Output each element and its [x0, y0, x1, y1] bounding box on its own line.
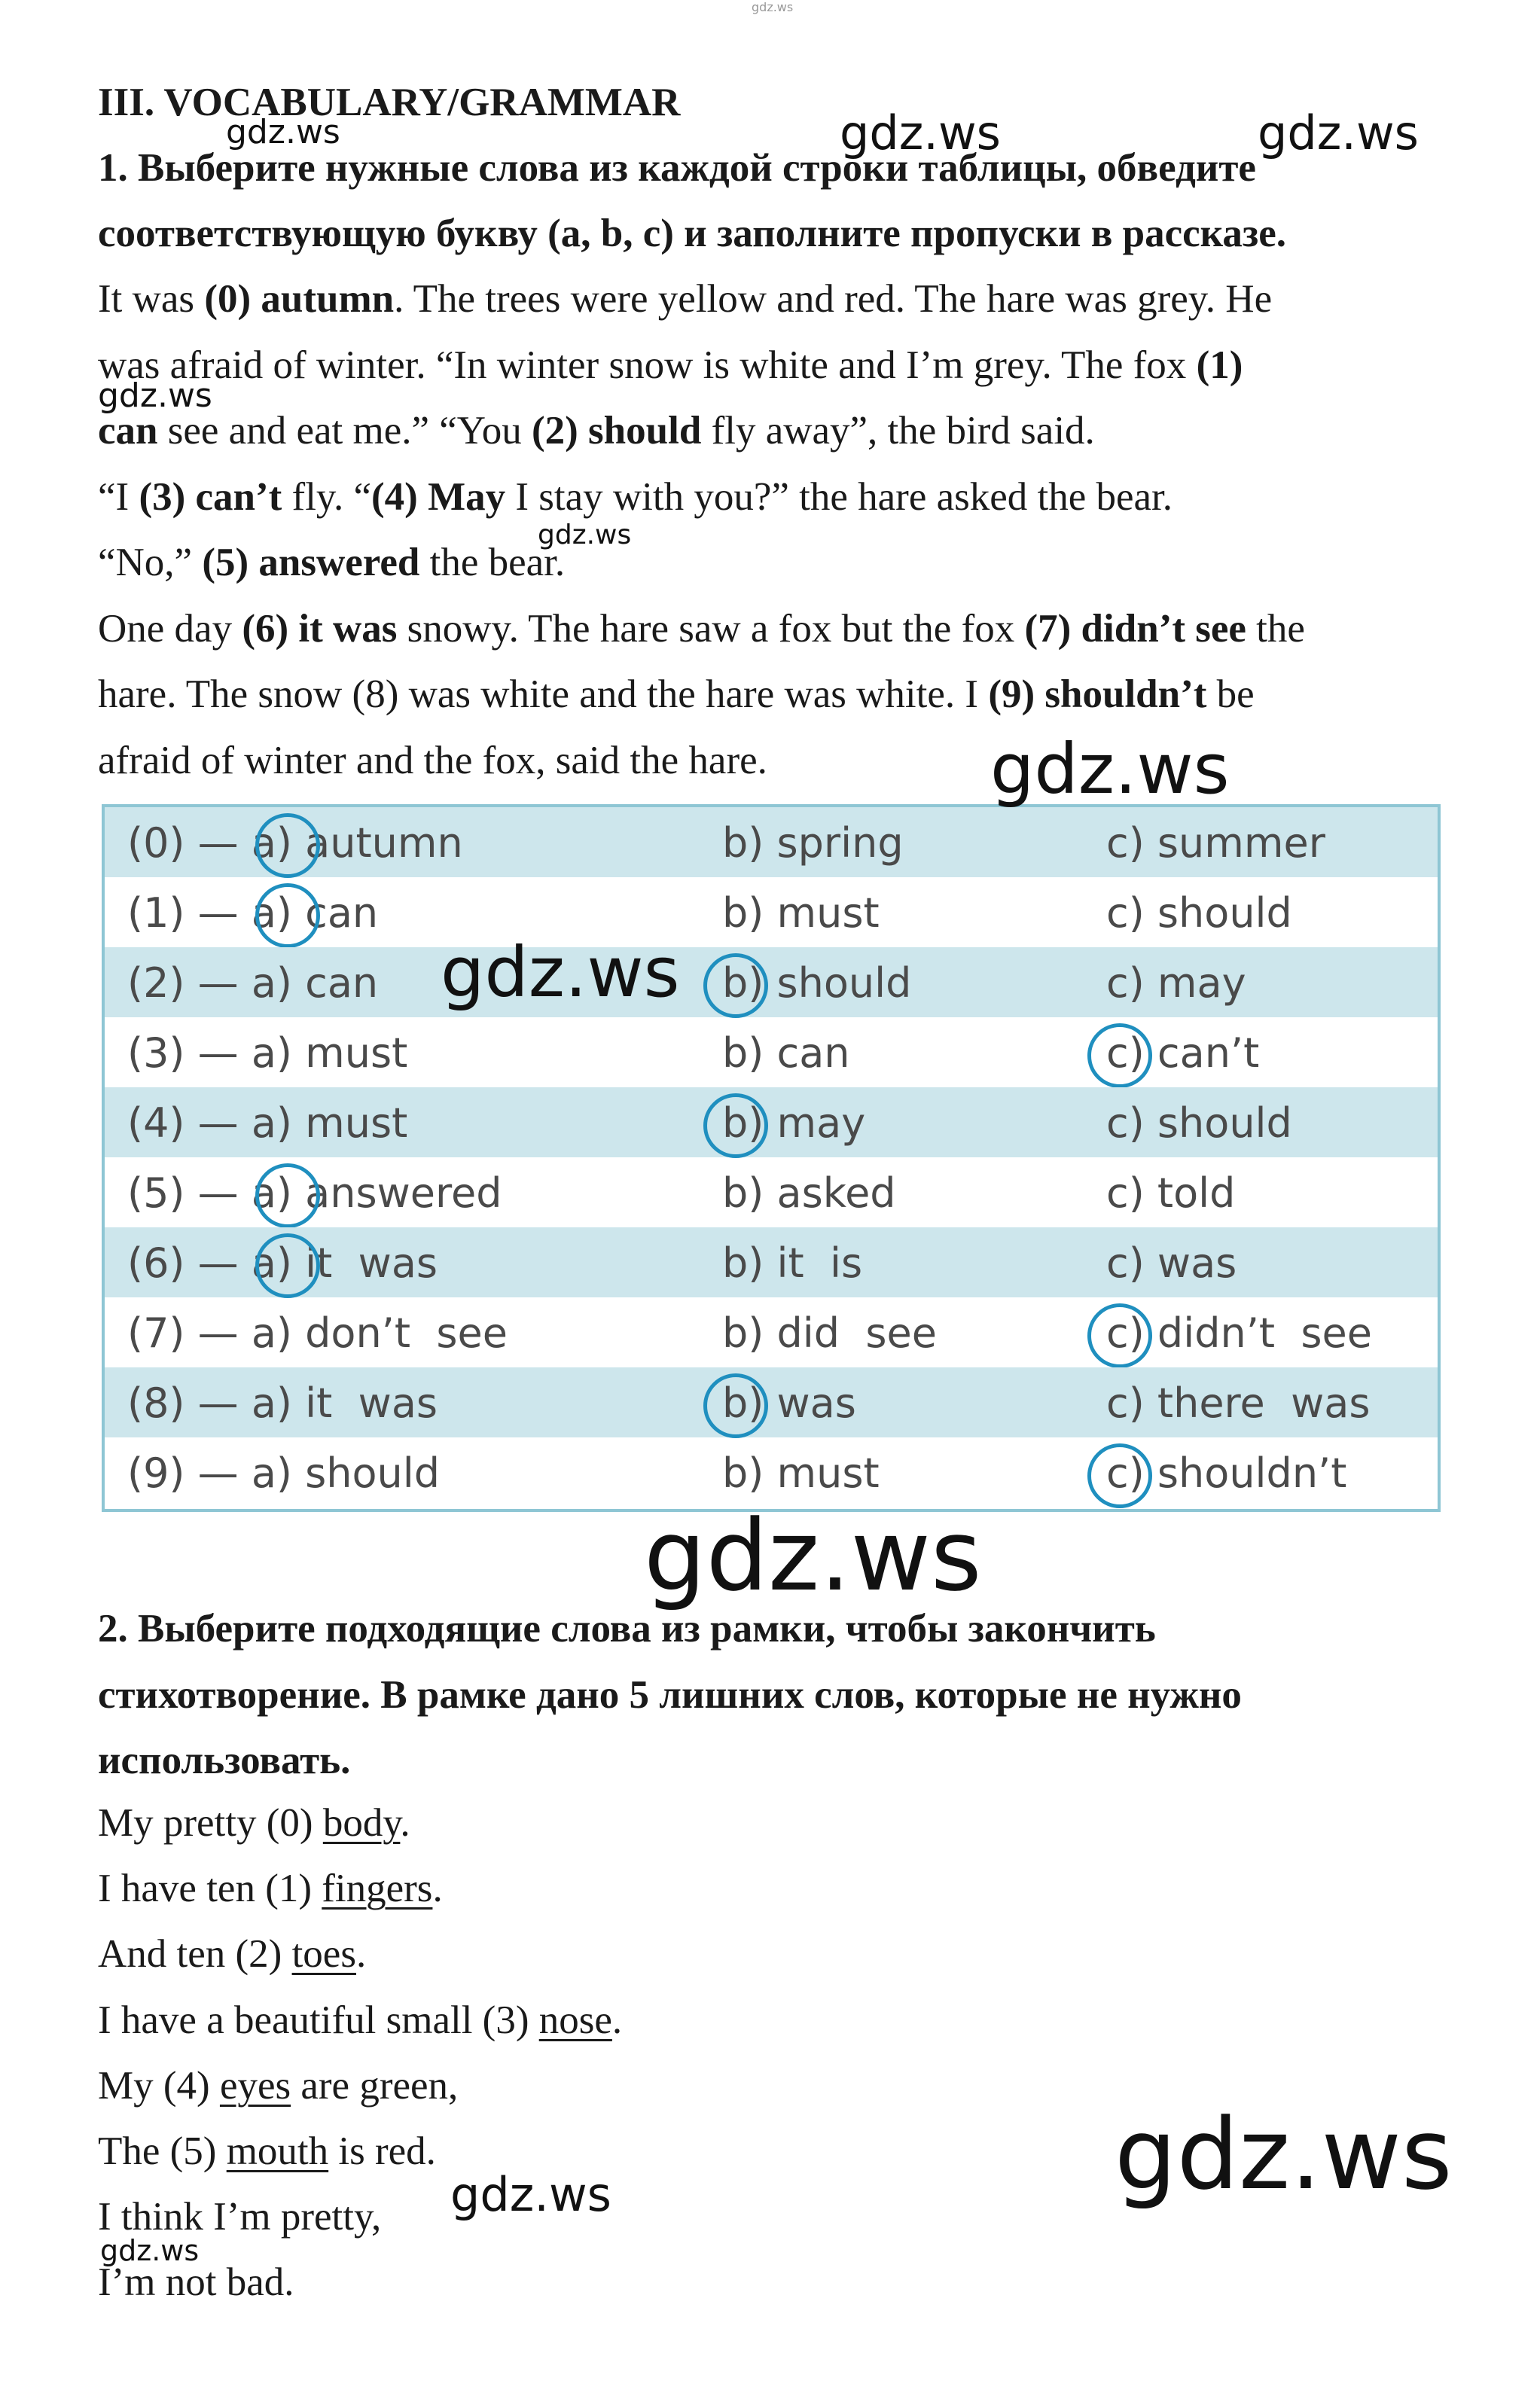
bold-answer: (1) — [1196, 343, 1243, 387]
text-segment: I have a beautiful small (3) — [98, 1998, 539, 2042]
text-segment: see and eat me.” “You — [157, 409, 532, 453]
story-line — [98, 408, 1468, 453]
text-segment: . — [432, 1867, 443, 1911]
watermark: gdz.ws — [644, 1498, 982, 1613]
option-a: (0) — a) autumn — [127, 819, 463, 867]
answer-circle — [1087, 1443, 1152, 1508]
answer-word: eyes — [219, 2063, 291, 2108]
watermark: gdz.ws — [441, 932, 680, 1013]
bold-answer: (7) didn’t see — [1024, 606, 1246, 651]
option-a: (4) — a) must — [127, 1099, 408, 1147]
task1-heading-line2: соответствующую букву (a, b, c) и заполните пропуски в рассказе. — [98, 212, 1286, 255]
task2-heading-line3: использовать. — [98, 1739, 351, 1782]
story-line — [98, 276, 1468, 322]
bold-answer: (6) it was — [242, 606, 398, 651]
option-c: c) may — [1106, 959, 1246, 1007]
text-segment: was afraid of winter. “In winter snow is white and I’m grey. The fox — [98, 343, 1197, 387]
option-b: b) must — [722, 1449, 880, 1497]
bold-answer: (5) answered — [202, 541, 420, 584]
text-segment: . — [355, 1932, 367, 1977]
option-c: c) was — [1106, 1239, 1237, 1287]
answer-word: fingers — [322, 1867, 433, 1911]
choices-table — [102, 804, 1441, 1512]
watermark: gdz.ws — [100, 2234, 200, 2267]
watermark: gdz.ws — [990, 729, 1230, 809]
story-line — [98, 738, 1468, 783]
table-row — [105, 1017, 1438, 1087]
poem-line — [98, 2260, 1468, 2305]
answer-word: body — [322, 1801, 401, 1845]
watermark: gdz.ws — [1115, 2097, 1453, 2211]
answer-circle — [255, 883, 320, 948]
table-row — [105, 807, 1438, 877]
task2-heading-line2: стихотворение. В рамке дано 5 лишних слов, которые не нужно — [98, 1673, 1242, 1717]
text-segment: be — [1206, 672, 1255, 716]
option-a: (9) — a) should — [127, 1449, 441, 1497]
answer-circle — [255, 1233, 320, 1298]
bold-answer: (9) shouldn’t — [988, 672, 1207, 716]
table-row — [105, 1087, 1438, 1157]
option-c: c) summer — [1106, 819, 1325, 867]
text-segment: the — [1246, 606, 1305, 651]
table-row — [105, 877, 1438, 947]
option-c: c) should — [1106, 889, 1292, 937]
answer-circle — [255, 1163, 320, 1228]
option-c: c) told — [1106, 1169, 1236, 1217]
text-segment: afraid of winter and the fox, said the hare. — [98, 738, 767, 782]
option-a: (7) — a) don’t see — [127, 1309, 508, 1357]
option-b: b) asked — [722, 1169, 896, 1217]
text-segment: fly away”, the bird said. — [701, 409, 1095, 453]
option-a: (6) — a) it was — [127, 1239, 438, 1287]
table-row — [105, 1297, 1438, 1367]
bold-answer: (4) May — [371, 474, 506, 519]
option-a: (1) — a) can — [127, 889, 379, 937]
story-line — [98, 672, 1468, 717]
answer-circle — [703, 953, 768, 1018]
poem-line — [98, 1866, 1468, 1911]
watermark: gdz.ws — [840, 105, 1001, 160]
table-row — [105, 1437, 1438, 1507]
task2-heading-line1: 2. Выберите подходящие слова из рамки, чтобы закончить — [98, 1607, 1156, 1651]
text-segment: the bear. — [419, 541, 566, 584]
option-a: (5) — a) answered — [127, 1169, 502, 1217]
option-c: c) can’t — [1106, 1029, 1260, 1077]
watermark: gdz.ws — [226, 113, 340, 151]
table-row — [105, 947, 1438, 1017]
poem-line — [98, 1998, 1468, 2043]
poem-line — [98, 1800, 1468, 1846]
answer-word: toes — [291, 1932, 356, 1977]
option-a: (3) — a) must — [127, 1029, 408, 1077]
text-segment: I stay with you?” the hare asked the bear. — [505, 474, 1173, 519]
story-line — [98, 343, 1468, 388]
answer-circle — [703, 1373, 768, 1438]
option-b: b) may — [722, 1099, 866, 1147]
option-c: c) there was — [1106, 1379, 1371, 1427]
bold-answer: can — [98, 409, 158, 453]
text-segment: fly. “ — [282, 474, 372, 519]
option-b: b) it is — [722, 1239, 863, 1287]
text-segment: I think I’m pretty, — [98, 2195, 382, 2239]
text-segment: I have ten (1) — [98, 1867, 322, 1911]
text-segment: . The trees were yellow and red. The hare was grey. He — [394, 277, 1273, 321]
watermark: gdz.ws — [538, 520, 632, 550]
bold-answer: (2) should — [532, 409, 702, 453]
option-a: (8) — a) it was — [127, 1379, 438, 1427]
text-segment: “I — [98, 474, 139, 519]
poem-line — [98, 1931, 1468, 1977]
text-segment: It was — [98, 277, 205, 321]
answer-circle — [1087, 1023, 1152, 1088]
text-segment: are green, — [291, 2063, 459, 2108]
option-b: b) can — [722, 1029, 850, 1077]
answer-word: nose — [538, 1998, 612, 2042]
answer-circle — [1087, 1303, 1152, 1368]
option-c: c) didn’t see — [1106, 1309, 1372, 1357]
text-segment: I’m not bad. — [98, 2260, 294, 2305]
option-c: c) shouldn’t — [1106, 1449, 1347, 1497]
answer-circle — [255, 813, 320, 878]
watermark: gdz.ws — [98, 376, 212, 415]
text-segment: One day — [98, 606, 242, 651]
text-segment: hare. The snow (8) was white and the hare was white. I — [98, 672, 989, 716]
option-b: b) did see — [722, 1309, 937, 1357]
text-segment: And ten (2) — [98, 1932, 292, 1977]
bold-answer: (3) can’t — [139, 474, 282, 519]
table-row — [105, 1157, 1438, 1227]
watermark: gdz.ws — [450, 2167, 611, 2222]
text-segment: “No,” — [98, 541, 203, 584]
text-segment: snowy. The hare saw a fox but the fox — [397, 606, 1025, 651]
table-row — [105, 1367, 1438, 1437]
option-b: b) was — [722, 1379, 856, 1427]
section-title: III. VOCABULARY/GRAMMAR — [98, 81, 681, 124]
text-segment: My (4) — [98, 2063, 220, 2108]
option-b: b) must — [722, 889, 880, 937]
bold-answer: (0) autumn — [204, 277, 395, 321]
option-a: (2) — a) can — [127, 959, 379, 1007]
text-segment: . — [400, 1801, 410, 1845]
task1-heading-line1: 1. Выберите нужные слова из каждой строки таблицы, обведите — [98, 146, 1256, 190]
table-row — [105, 1227, 1438, 1297]
option-c: c) should — [1106, 1099, 1292, 1147]
story-line — [98, 474, 1468, 520]
option-b: b) should — [722, 959, 912, 1007]
story-line — [98, 606, 1468, 651]
watermark: gdz.ws — [1258, 105, 1419, 160]
text-segment: My pretty (0) — [98, 1801, 323, 1845]
text-segment: is red. — [328, 2129, 436, 2173]
watermark: gdz.ws — [752, 0, 794, 14]
text-segment: . — [611, 1998, 623, 2042]
option-b: b) spring — [722, 819, 904, 867]
answer-circle — [703, 1093, 768, 1158]
answer-word: mouth — [226, 2129, 329, 2173]
story-line — [98, 540, 1468, 585]
text-segment: The (5) — [98, 2129, 227, 2173]
